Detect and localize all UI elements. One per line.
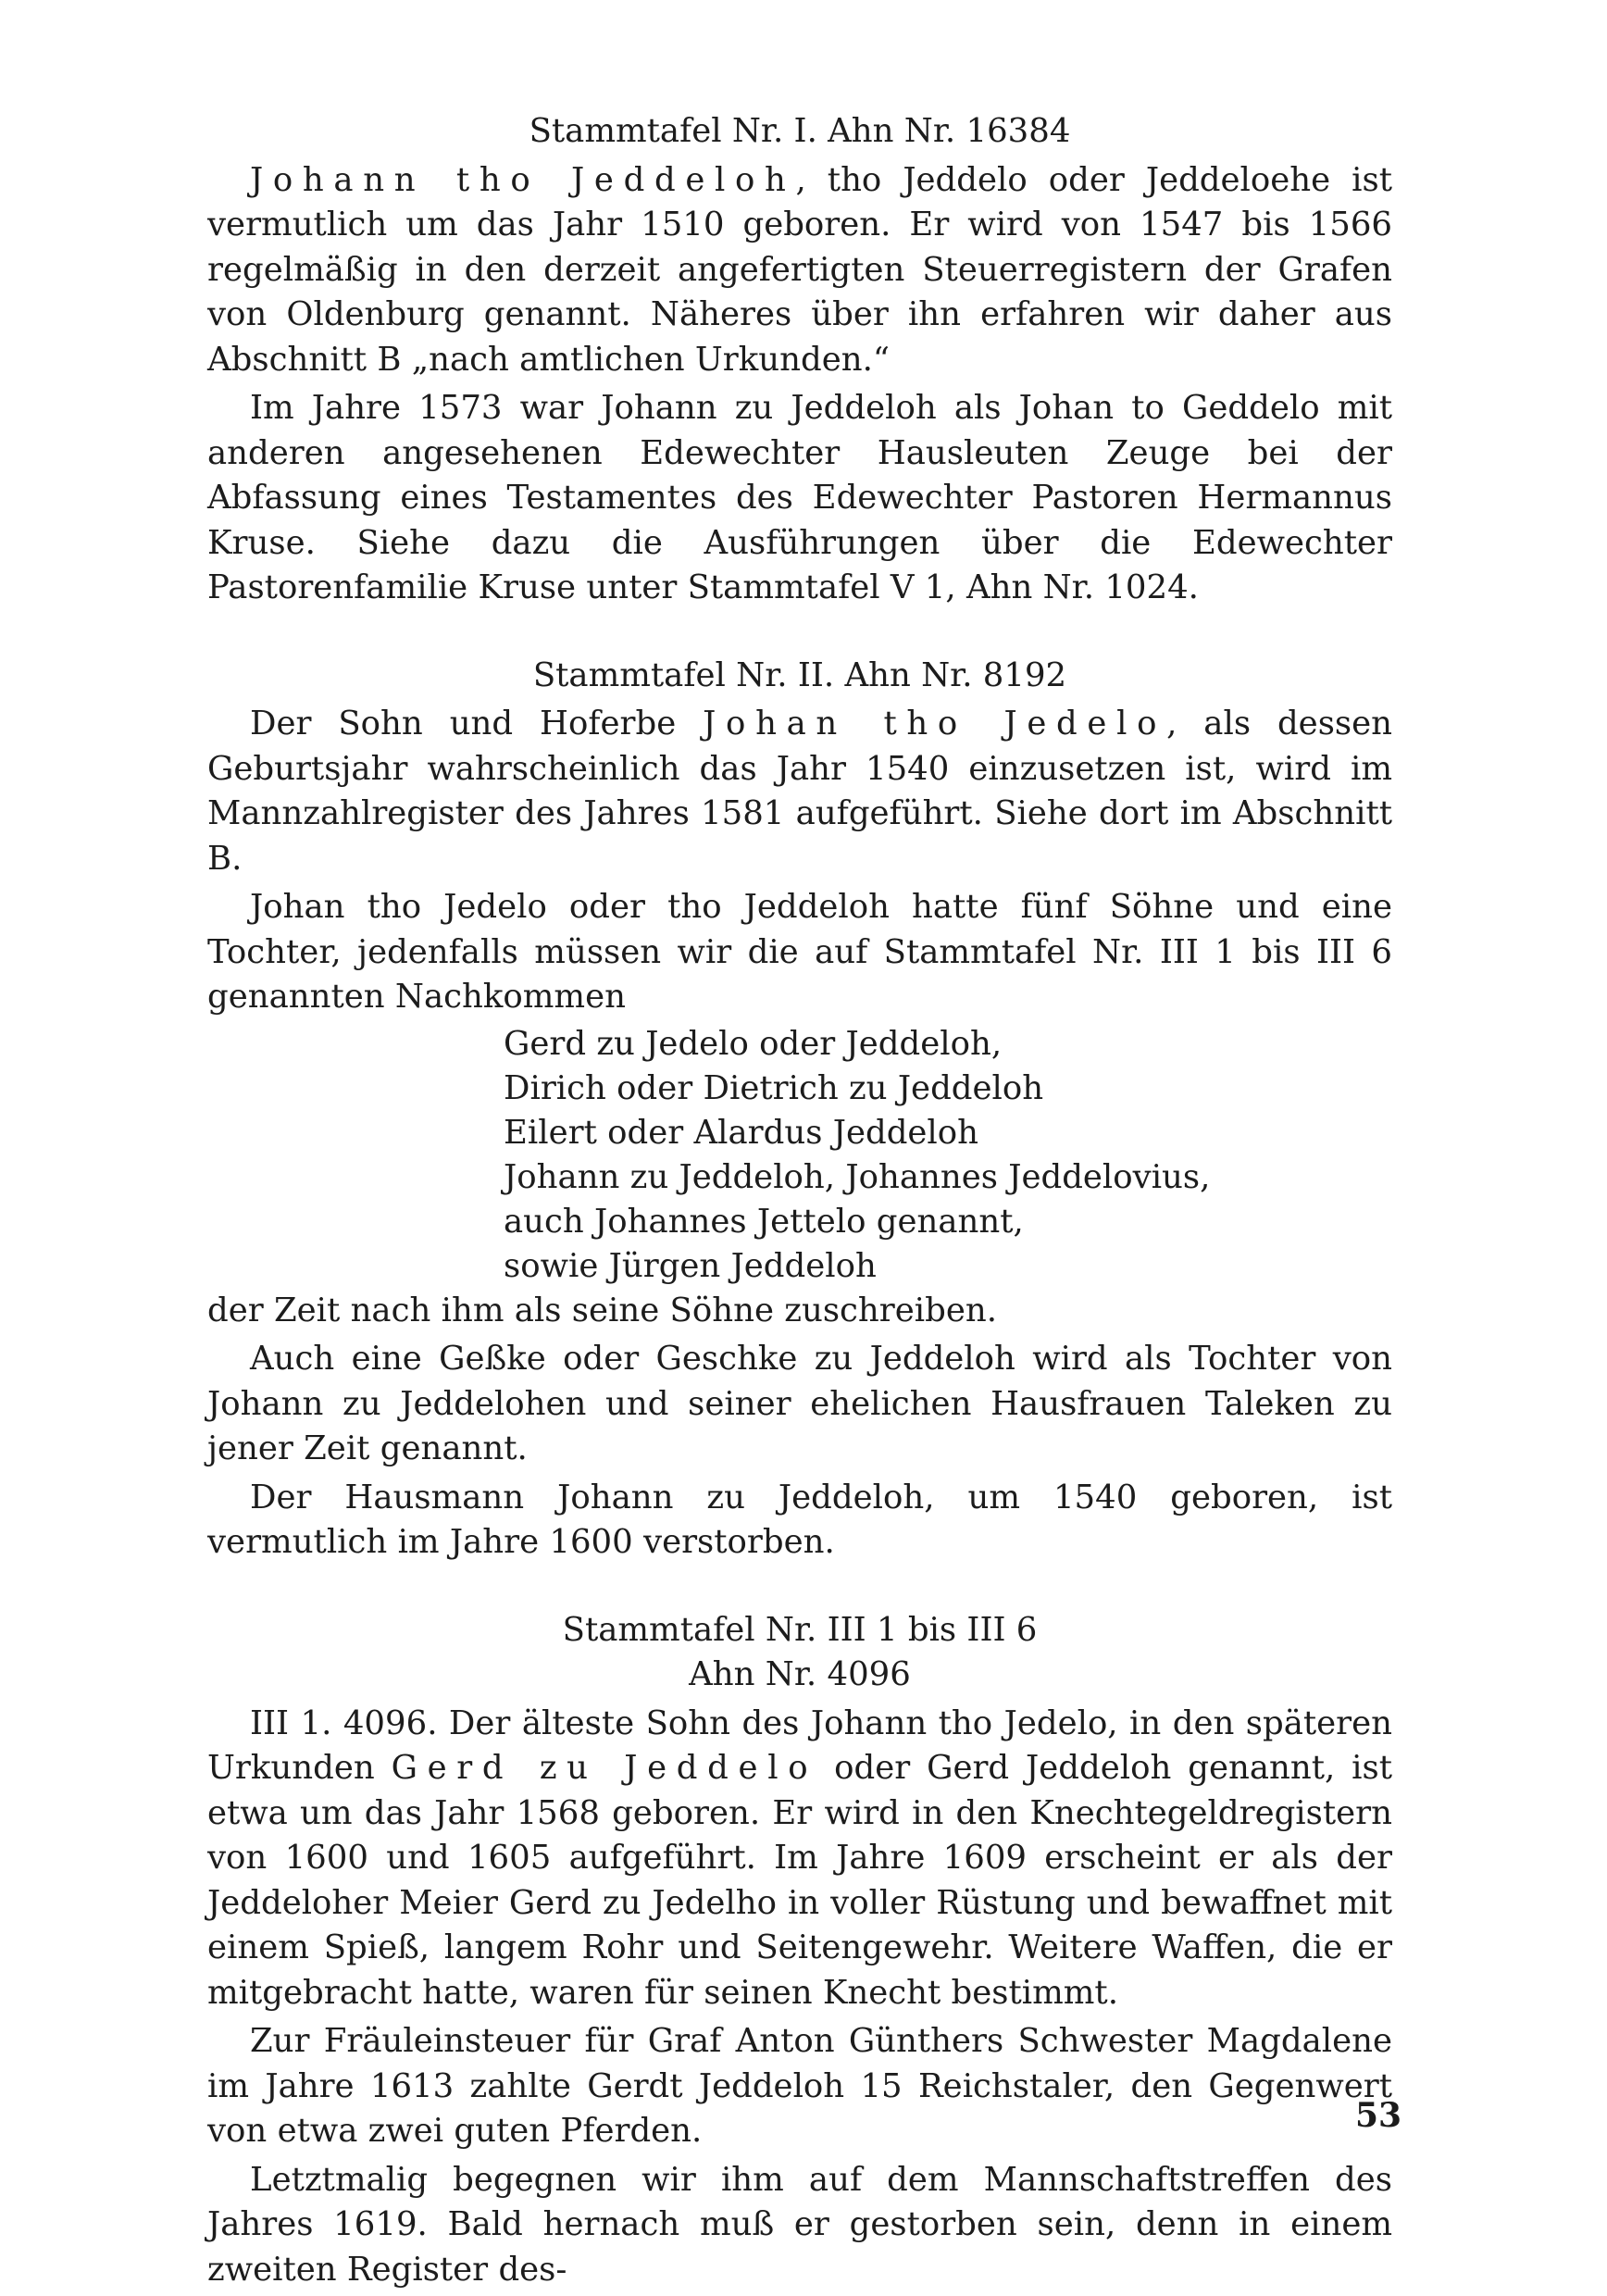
name-list-item: auch Johannes Jettelo genannt, [504,1202,1024,1241]
page-number: 53 [1355,2096,1402,2135]
name-list [504,1022,1392,1289]
section-subheading: Ahn Nr. 4096 [689,1655,911,1693]
paragraph [207,158,1392,383]
paragraph-text: , als dessen Geburtsjahr wahrscheinlich das Jahr 1540 einzusetzen ist, wird im Mannzahlregister des Jahres 1581 aufgeführt. Siehe dort im Abschnitt B. [207,705,1393,878]
paragraph: Im Jahre 1573 war Johann zu Jeddeloh als Johan to Geddelo mit anderen angesehenen Edewechter Hausleuten Zeuge bei der Abfassung eines Testamentes des Edewechter Pastoren Hermannus Kruse. Siehe dazu die Ausführungen über die Edewechter Pastorenfamilie Kruse unter Stammtafel V 1, Ahn Nr. 1024. [207,389,1392,606]
paragraph-text: , tho Jeddelo oder Jeddeloehe ist vermutlich um das Jahr 1510 geboren. Er wird von 1547 bis 1566 regelmäßig in den derzeit angefertigten Steuerregistern der Grafen von Oldenburg genannt. Näheres über ihn erfahren wir daher aus Abschnitt B „nach amtlichen Urkunden.“ [207,160,1392,379]
paragraph-text: Der Sohn und Hoferbe [250,705,704,742]
name-list-item: Eilert oder Alardus Jeddeloh [504,1113,979,1152]
paragraph-text: III 1. 4096. Der älteste Sohn des Johann tho Jedelo, in den späteren Urkunden [207,1703,1392,1787]
section-heading: Stammtafel Nr. II. Ahn Nr. 8192 [532,655,1067,694]
name-list-item: Dirich oder Dietrich zu Jeddeloh [504,1068,1044,1107]
paragraph: Zur Fräuleinsteuer für Graf Anton Günthers Schwester Magdalene im Jahre 1613 zahlte Gerdt Jeddeloh 15 Reichstaler, den Gegenwert von etwa zwei guten Pferden. [207,2022,1392,2150]
paragraph-text: oder Gerd Jeddeloh genannt, ist etwa um das Jahr 1568 geboren. Er wird in den Knechtegeldregistern von 1600 und 1605 aufgeführt. Im Jahre 1609 erscheint er als der Jeddeloher Meier Gerd zu Jedelho in voller Rüstung und bewaffnet mit einem Spieß, langem Rohr und Seitengewehr. Weitere Waffen, die er mitgebracht hatte, waren für seinen Knecht bestimmt. [207,1749,1392,2012]
section-heading: Stammtafel Nr. I. Ahn Nr. 16384 [529,112,1071,150]
section-heading: Stammtafel Nr. III 1 bis III 6 [562,1610,1038,1649]
emphasized-name: Johann tho Jeddeloh [250,160,796,199]
paragraph: Der Hausmann Johann zu Jeddeloh, um 1540 geboren, ist vermutlich im Jahre 1600 verstorben. [207,1478,1392,1561]
name-list-item: Johann zu Jeddeloh, Johannes Jeddelovius, [504,1157,1211,1196]
name-list-item: sowie Jürgen Jeddeloh [504,1246,877,1285]
paragraph: Letztmalig begegnen wir ihm auf dem Mannschaftstreffen des Jahres 1619. Bald hernach muß er gestorben sein, denn in einem zweiten Register des- [207,2160,1392,2289]
paragraph [207,702,1392,881]
paragraph: Johan tho Jedelo oder tho Jeddeloh hatte fünf Söhne und eine Tochter, jedenfalls müssen wir die auf Stammtafel Nr. III 1 bis III 6 genannten Nachkommen [207,888,1392,1016]
document-page [207,109,1392,2296]
name-list-item: Gerd zu Jedelo oder Jeddeloh, [504,1024,1003,1063]
emphasized-name: Gerd zu Jeddelo [391,1749,818,1787]
paragraph [207,1702,1392,2016]
paragraph: Auch eine Geßke oder Geschke zu Jeddeloh wird als Tochter von Johann zu Jeddelohen und seiner ehelichen Hausfrauen Taleken zu jener Zeit genannt. [207,1340,1392,1467]
emphasized-name: Johan tho Jedelo [703,705,1167,742]
paragraph: der Zeit nach ihm als seine Söhne zuschreiben. [207,1291,998,1329]
